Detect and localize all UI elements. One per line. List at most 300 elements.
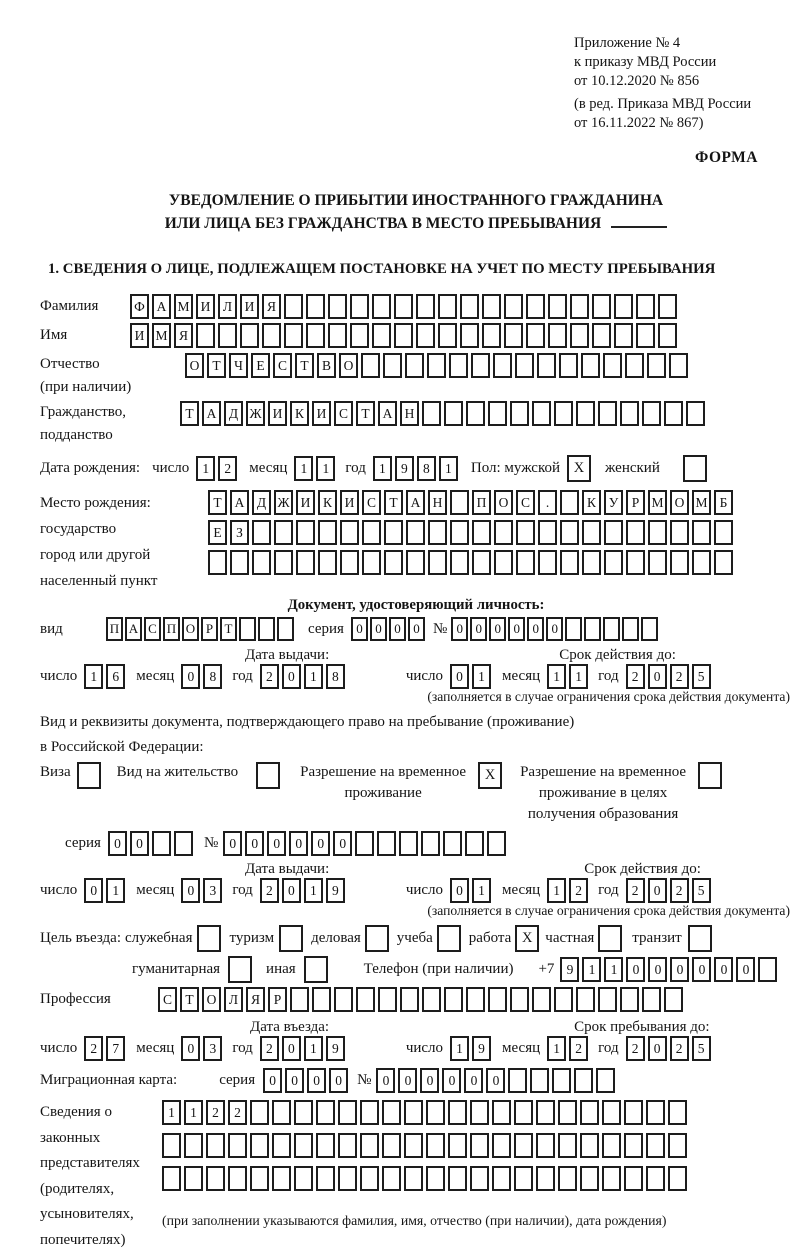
char-cell[interactable] [422,987,441,1012]
char-cell[interactable] [162,1166,181,1191]
checkbox-tranzit[interactable] [688,925,712,952]
char-cell[interactable] [574,1068,593,1093]
char-cell[interactable] [296,520,315,545]
char-cell[interactable]: М [648,490,667,515]
char-cell[interactable]: Л [224,987,243,1012]
char-cell[interactable] [530,1068,549,1093]
char-cell[interactable] [383,353,402,378]
char-cell[interactable]: Н [428,490,447,515]
char-cell[interactable]: С [362,490,381,515]
char-cell[interactable] [228,1133,247,1158]
char-cell[interactable]: П [472,490,491,515]
char-cell[interactable] [669,353,688,378]
char-cell[interactable]: 1 [294,456,313,481]
char-cell[interactable] [316,1100,335,1125]
checkbox-visa[interactable] [77,762,101,789]
char-cell[interactable] [516,520,535,545]
char-cell[interactable] [642,987,661,1012]
checkbox-male[interactable]: X [567,455,591,482]
char-cell[interactable]: 2 [260,1036,279,1061]
char-cell[interactable] [196,323,215,348]
char-cell[interactable] [614,294,633,319]
char-cell[interactable]: 1 [184,1100,203,1125]
char-cell[interactable]: 0 [289,831,308,856]
char-cell[interactable]: 1 [304,878,323,903]
char-cell[interactable] [492,1166,511,1191]
char-cell[interactable] [493,353,512,378]
char-cell[interactable] [598,401,617,426]
char-cell[interactable]: 0 [108,831,127,856]
char-cell[interactable] [262,323,281,348]
char-cell[interactable]: 1 [547,878,566,903]
char-cell[interactable] [488,401,507,426]
char-cell[interactable]: 0 [670,957,689,982]
char-cell[interactable] [450,490,469,515]
char-cell[interactable]: 9 [560,957,579,982]
char-cell[interactable]: 0 [181,664,200,689]
char-cell[interactable]: Т [180,987,199,1012]
char-cell[interactable]: 0 [282,664,301,689]
char-cell[interactable] [504,323,523,348]
char-cell[interactable] [184,1166,203,1191]
char-cell[interactable] [514,1133,533,1158]
char-cell[interactable]: 0 [450,878,469,903]
char-cell[interactable]: 7 [106,1036,125,1061]
char-cell[interactable] [378,987,397,1012]
char-cell[interactable] [421,831,440,856]
char-cell[interactable] [399,831,418,856]
char-cell[interactable]: З [230,520,249,545]
char-cell[interactable]: 5 [692,878,711,903]
char-cell[interactable]: 3 [203,878,222,903]
char-cell[interactable] [664,401,683,426]
char-cell[interactable]: К [582,490,601,515]
char-cell[interactable] [622,617,639,641]
char-cell[interactable]: 5 [692,1036,711,1061]
char-cell[interactable] [532,401,551,426]
char-cell[interactable] [438,323,457,348]
char-cell[interactable]: Д [252,490,271,515]
char-cell[interactable] [668,1133,687,1158]
char-cell[interactable]: П [106,617,123,641]
char-cell[interactable]: С [144,617,161,641]
char-cell[interactable] [668,1100,687,1125]
char-cell[interactable] [565,617,582,641]
char-cell[interactable] [230,550,249,575]
char-cell[interactable] [438,294,457,319]
char-cell[interactable] [355,831,374,856]
char-cell[interactable] [603,617,620,641]
char-cell[interactable] [582,550,601,575]
char-cell[interactable] [554,401,573,426]
char-cell[interactable] [360,1100,379,1125]
char-cell[interactable] [448,1100,467,1125]
char-cell[interactable] [350,294,369,319]
char-cell[interactable]: 1 [547,1036,566,1061]
char-cell[interactable] [626,550,645,575]
char-cell[interactable]: 0 [408,617,425,641]
char-cell[interactable]: Т [384,490,403,515]
char-cell[interactable]: 9 [326,1036,345,1061]
char-cell[interactable] [636,294,655,319]
char-cell[interactable]: О [670,490,689,515]
char-cell[interactable] [184,1133,203,1158]
char-cell[interactable]: 1 [569,664,588,689]
char-cell[interactable] [382,1166,401,1191]
char-cell[interactable] [670,550,689,575]
char-cell[interactable] [318,520,337,545]
char-cell[interactable] [277,617,294,641]
char-cell[interactable] [427,353,446,378]
char-cell[interactable] [758,957,777,982]
checkbox-vid-na-zhitelstvo[interactable] [256,762,280,789]
char-cell[interactable] [647,353,666,378]
char-cell[interactable] [316,1133,335,1158]
char-cell[interactable] [646,1166,665,1191]
char-cell[interactable] [592,294,611,319]
char-cell[interactable] [306,323,325,348]
char-cell[interactable]: 2 [228,1100,247,1125]
char-cell[interactable]: К [290,401,309,426]
char-cell[interactable] [580,1100,599,1125]
char-cell[interactable] [580,1133,599,1158]
char-cell[interactable] [428,550,447,575]
char-cell[interactable]: 1 [472,878,491,903]
char-cell[interactable] [328,323,347,348]
char-cell[interactable]: 0 [181,878,200,903]
char-cell[interactable]: 0 [626,957,645,982]
char-cell[interactable]: Ж [246,401,265,426]
char-cell[interactable] [338,1133,357,1158]
char-cell[interactable]: 0 [736,957,755,982]
char-cell[interactable]: 2 [569,1036,588,1061]
char-cell[interactable] [208,550,227,575]
char-cell[interactable]: . [538,490,557,515]
char-cell[interactable] [558,1166,577,1191]
char-cell[interactable] [504,294,523,319]
char-cell[interactable] [272,1166,291,1191]
char-cell[interactable]: 0 [311,831,330,856]
char-cell[interactable] [356,987,375,1012]
char-cell[interactable]: К [318,490,337,515]
char-cell[interactable]: П [163,617,180,641]
char-cell[interactable]: Я [246,987,265,1012]
char-cell[interactable] [668,1166,687,1191]
char-cell[interactable]: 8 [326,664,345,689]
char-cell[interactable]: М [692,490,711,515]
checkbox-delovaya[interactable] [365,925,389,952]
char-cell[interactable]: 1 [450,1036,469,1061]
char-cell[interactable] [290,987,309,1012]
char-cell[interactable] [228,1166,247,1191]
char-cell[interactable] [252,520,271,545]
char-cell[interactable]: Л [218,294,237,319]
char-cell[interactable]: 0 [692,957,711,982]
char-cell[interactable] [449,353,468,378]
char-cell[interactable]: 1 [582,957,601,982]
char-cell[interactable]: 2 [626,1036,645,1061]
char-cell[interactable] [538,520,557,545]
char-cell[interactable] [206,1133,225,1158]
char-cell[interactable] [406,520,425,545]
char-cell[interactable] [642,401,661,426]
char-cell[interactable] [576,401,595,426]
char-cell[interactable]: 2 [670,1036,689,1061]
char-cell[interactable] [384,520,403,545]
char-cell[interactable] [444,987,463,1012]
char-cell[interactable]: 0 [389,617,406,641]
char-cell[interactable] [614,323,633,348]
char-cell[interactable] [361,353,380,378]
char-cell[interactable] [240,323,259,348]
char-cell[interactable] [360,1133,379,1158]
char-cell[interactable]: С [273,353,292,378]
char-cell[interactable] [405,353,424,378]
char-cell[interactable]: 0 [486,1068,505,1093]
char-cell[interactable]: 0 [282,878,301,903]
char-cell[interactable] [604,520,623,545]
checkbox-inaya[interactable] [304,956,328,983]
char-cell[interactable]: Е [251,353,270,378]
char-cell[interactable] [492,1100,511,1125]
char-cell[interactable]: Т [207,353,226,378]
char-cell[interactable] [400,987,419,1012]
char-cell[interactable]: А [406,490,425,515]
char-cell[interactable] [274,550,293,575]
char-cell[interactable]: М [174,294,193,319]
char-cell[interactable] [646,1100,665,1125]
char-cell[interactable] [625,353,644,378]
char-cell[interactable]: 0 [263,1068,282,1093]
checkbox-female[interactable] [683,455,707,482]
char-cell[interactable]: Т [295,353,314,378]
char-cell[interactable] [362,520,381,545]
char-cell[interactable] [252,550,271,575]
char-cell[interactable]: О [494,490,513,515]
char-cell[interactable] [602,1133,621,1158]
char-cell[interactable] [602,1100,621,1125]
char-cell[interactable]: А [152,294,171,319]
char-cell[interactable] [692,520,711,545]
char-cell[interactable]: Т [356,401,375,426]
char-cell[interactable]: О [182,617,199,641]
char-cell[interactable]: 0 [267,831,286,856]
char-cell[interactable] [580,1166,599,1191]
char-cell[interactable] [536,1100,555,1125]
char-cell[interactable] [526,323,545,348]
char-cell[interactable]: 2 [84,1036,103,1061]
char-cell[interactable]: 2 [670,878,689,903]
char-cell[interactable] [460,323,479,348]
char-cell[interactable]: 0 [420,1068,439,1093]
char-cell[interactable]: 0 [245,831,264,856]
char-cell[interactable]: 0 [648,957,667,982]
char-cell[interactable] [552,1068,571,1093]
checkbox-rvp-education[interactable] [698,762,722,789]
char-cell[interactable]: 2 [626,664,645,689]
char-cell[interactable] [604,550,623,575]
char-cell[interactable] [526,294,545,319]
char-cell[interactable]: 0 [489,617,506,641]
char-cell[interactable] [559,353,578,378]
char-cell[interactable]: 9 [395,456,414,481]
char-cell[interactable] [626,520,645,545]
char-cell[interactable]: 0 [223,831,242,856]
char-cell[interactable] [296,550,315,575]
char-cell[interactable]: 0 [442,1068,461,1093]
char-cell[interactable] [382,1133,401,1158]
char-cell[interactable]: 0 [450,664,469,689]
char-cell[interactable] [487,831,506,856]
char-cell[interactable]: С [334,401,353,426]
char-cell[interactable] [416,323,435,348]
char-cell[interactable]: И [312,401,331,426]
char-cell[interactable] [620,401,639,426]
char-cell[interactable] [532,987,551,1012]
char-cell[interactable]: 0 [398,1068,417,1093]
char-cell[interactable] [602,1166,621,1191]
char-cell[interactable]: 1 [604,957,623,982]
char-cell[interactable] [510,401,529,426]
char-cell[interactable] [514,1166,533,1191]
char-cell[interactable]: О [339,353,358,378]
char-cell[interactable] [570,323,589,348]
char-cell[interactable]: Я [174,323,193,348]
char-cell[interactable]: С [516,490,535,515]
char-cell[interactable] [350,323,369,348]
char-cell[interactable] [443,831,462,856]
char-cell[interactable]: Р [268,987,287,1012]
char-cell[interactable] [284,294,303,319]
char-cell[interactable] [538,550,557,575]
char-cell[interactable] [428,520,447,545]
char-cell[interactable] [377,831,396,856]
char-cell[interactable] [558,1100,577,1125]
char-cell[interactable] [450,550,469,575]
char-cell[interactable] [492,1133,511,1158]
char-cell[interactable]: Ж [274,490,293,515]
char-cell[interactable] [328,294,347,319]
char-cell[interactable] [686,401,705,426]
char-cell[interactable] [548,294,567,319]
char-cell[interactable] [174,831,193,856]
char-cell[interactable] [560,490,579,515]
char-cell[interactable] [554,987,573,1012]
char-cell[interactable] [460,294,479,319]
char-cell[interactable] [560,520,579,545]
char-cell[interactable] [598,987,617,1012]
char-cell[interactable]: 2 [206,1100,225,1125]
char-cell[interactable]: 8 [203,664,222,689]
char-cell[interactable]: А [230,490,249,515]
char-cell[interactable] [592,323,611,348]
char-cell[interactable] [470,1100,489,1125]
char-cell[interactable] [548,323,567,348]
char-cell[interactable]: 1 [547,664,566,689]
checkbox-sluzhebnaya[interactable] [197,925,221,952]
char-cell[interactable]: 2 [569,878,588,903]
char-cell[interactable]: 2 [260,878,279,903]
char-cell[interactable]: 0 [451,617,468,641]
char-cell[interactable]: Б [714,490,733,515]
char-cell[interactable]: 1 [162,1100,181,1125]
char-cell[interactable] [394,294,413,319]
char-cell[interactable]: Д [224,401,243,426]
char-cell[interactable]: 0 [307,1068,326,1093]
char-cell[interactable] [162,1133,181,1158]
char-cell[interactable]: 3 [203,1036,222,1061]
char-cell[interactable]: Ф [130,294,149,319]
char-cell[interactable] [581,353,600,378]
char-cell[interactable] [340,520,359,545]
char-cell[interactable] [334,987,353,1012]
char-cell[interactable] [318,550,337,575]
char-cell[interactable] [272,1133,291,1158]
char-cell[interactable] [537,353,556,378]
char-cell[interactable] [450,520,469,545]
char-cell[interactable] [670,520,689,545]
char-cell[interactable]: И [268,401,287,426]
char-cell[interactable] [218,323,237,348]
char-cell[interactable]: 0 [648,664,667,689]
checkbox-rabota[interactable]: X [515,925,539,952]
char-cell[interactable]: 1 [106,878,125,903]
char-cell[interactable]: И [340,490,359,515]
char-cell[interactable] [206,1166,225,1191]
char-cell[interactable] [422,401,441,426]
char-cell[interactable]: 0 [546,617,563,641]
char-cell[interactable]: 0 [648,1036,667,1061]
char-cell[interactable] [444,401,463,426]
char-cell[interactable] [488,987,507,1012]
char-cell[interactable] [426,1166,445,1191]
char-cell[interactable] [714,550,733,575]
char-cell[interactable] [603,353,622,378]
char-cell[interactable] [624,1100,643,1125]
char-cell[interactable]: 1 [304,1036,323,1061]
char-cell[interactable]: 0 [527,617,544,641]
char-cell[interactable]: 9 [472,1036,491,1061]
char-cell[interactable] [274,520,293,545]
char-cell[interactable]: Р [201,617,218,641]
char-cell[interactable] [646,1133,665,1158]
char-cell[interactable]: Е [208,520,227,545]
char-cell[interactable] [426,1100,445,1125]
char-cell[interactable] [536,1133,555,1158]
char-cell[interactable] [636,323,655,348]
char-cell[interactable]: 0 [130,831,149,856]
char-cell[interactable] [416,294,435,319]
char-cell[interactable] [641,617,658,641]
char-cell[interactable] [466,401,485,426]
char-cell[interactable]: 0 [329,1068,348,1093]
char-cell[interactable] [624,1166,643,1191]
char-cell[interactable] [306,294,325,319]
char-cell[interactable]: И [196,294,215,319]
char-cell[interactable]: 2 [218,456,237,481]
char-cell[interactable] [312,987,331,1012]
char-cell[interactable]: 1 [84,664,103,689]
char-cell[interactable] [536,1166,555,1191]
char-cell[interactable]: 2 [260,664,279,689]
char-cell[interactable] [482,323,501,348]
char-cell[interactable]: 1 [472,664,491,689]
char-cell[interactable] [471,353,490,378]
char-cell[interactable]: Р [626,490,645,515]
char-cell[interactable]: В [317,353,336,378]
char-cell[interactable]: 6 [106,664,125,689]
char-cell[interactable]: Н [400,401,419,426]
